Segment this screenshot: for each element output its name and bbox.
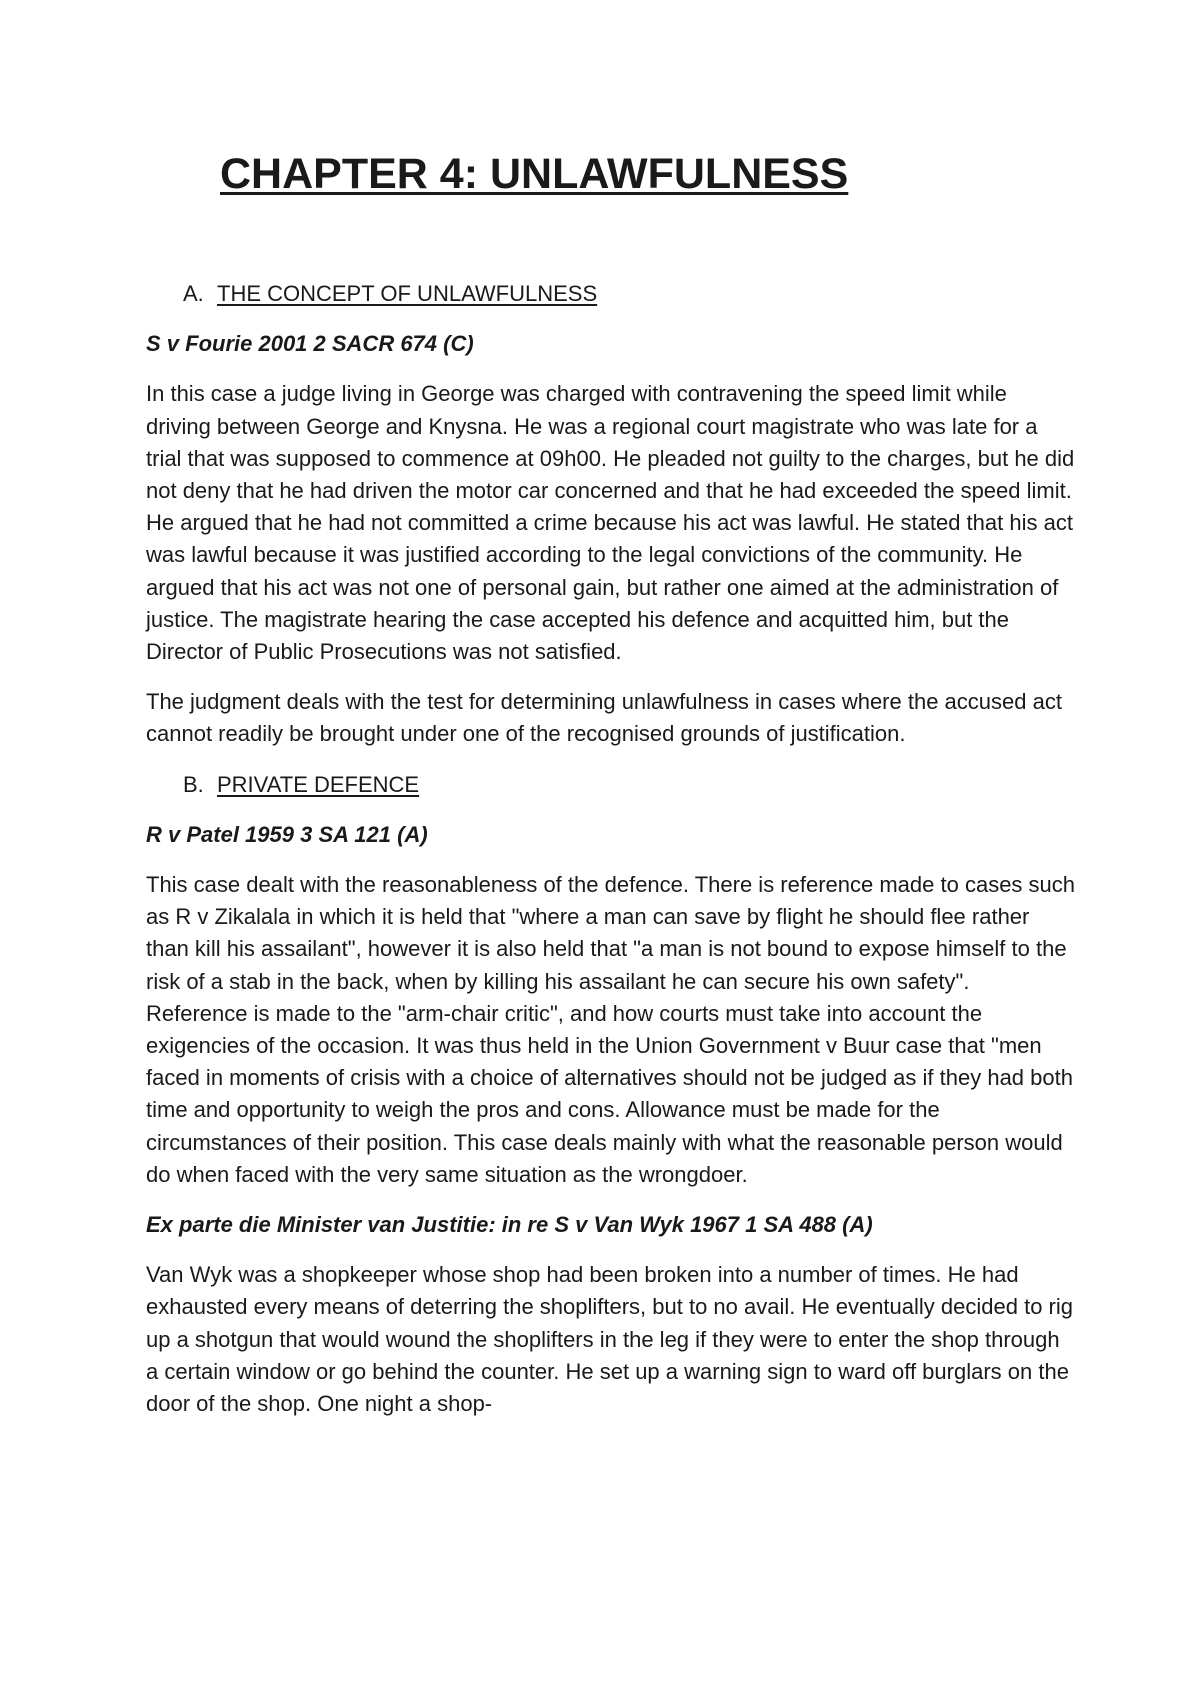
paragraph-fourie-judgment: The judgment deals with the test for determining unlawfulness in cases where the accused act cannot readily be brought under one of the recognised grounds of justification. bbox=[146, 689, 1062, 747]
section-b-letter: B. bbox=[183, 771, 204, 797]
section-a-letter: A. bbox=[183, 281, 204, 306]
chapter-title: CHAPTER 4: UNLAWFULNESS bbox=[220, 150, 849, 198]
section-a-heading bbox=[146, 278, 1076, 310]
document-body bbox=[146, 278, 1076, 1420]
paragraph-van-wyk: Van Wyk was a shopkeeper whose shop had been broken into a number of times. He had exhausted every means of deterring the shoplifters, but to no avail. He eventually decided to rig up a shotgun that would wound the shoplifters in the leg if they were to enter the shop through a certain window or go behind the counter. He set up a warning sign to ward off burglars on the door of the shop. One night a shop- bbox=[146, 1262, 1073, 1417]
paragraph-patel: This case dealt with the reasonableness of the defence. There is reference made to cases such as R v Zikalala in which it is held that "where a man can save by flight he should flee rather than kill his assailant", however it is also held that "a man is not bound to expose himself to the risk of a stab in the back, when by killing his assailant he can secure his own safety". Reference is made to the "arm-chair critic", and how courts must take into account the exigencies of the occasion. It was thus held in the Union Government v Buur case that "men faced in moments of crisis with a choice of alternatives should not be judged as if they had both time and opportunity to weigh the pros and cons. Allowance must be made for the circumstances of their position. This case deals mainly with what the reasonable person would do when faced with the very same situation as the wrongdoer. bbox=[146, 872, 1076, 1187]
case-title-fourie: S v Fourie 2001 2 SACR 674 (C) bbox=[146, 331, 474, 357]
section-b-heading bbox=[146, 769, 1076, 801]
section-b-heading-text: PRIVATE DEFENCE bbox=[217, 771, 420, 797]
case-title-patel: R v Patel 1959 3 SA 121 (A) bbox=[146, 821, 428, 847]
case-title-van-wyk: Ex parte die Minister van Justitie: in re S v Van Wyk 1967 1 SA 488 (A) bbox=[146, 1212, 873, 1238]
paragraph-fourie-facts: In this case a judge living in George was charged with contravening the speed limit while driving between George and Knysna. He was a regional court magistrate who was late for a trial that was supposed to commence at 09h00. He pleaded not guilty to the charges, but he did not deny that he had driven the motor car concerned and that he had exceeded the speed limit. He argued that he had not committed a crime because his act was lawful. He stated that his act was lawful because it was justified according to the legal convictions of the community. He argued that his act was not one of personal gain, but rather one aimed at the administration of justice. The magistrate hearing the case accepted his defence and acquitted him, but the Director of Public Prosecutions was not satisfied. bbox=[146, 381, 1075, 665]
section-a-heading-text: THE CONCEPT OF UNLAWFULNESS bbox=[217, 281, 598, 306]
